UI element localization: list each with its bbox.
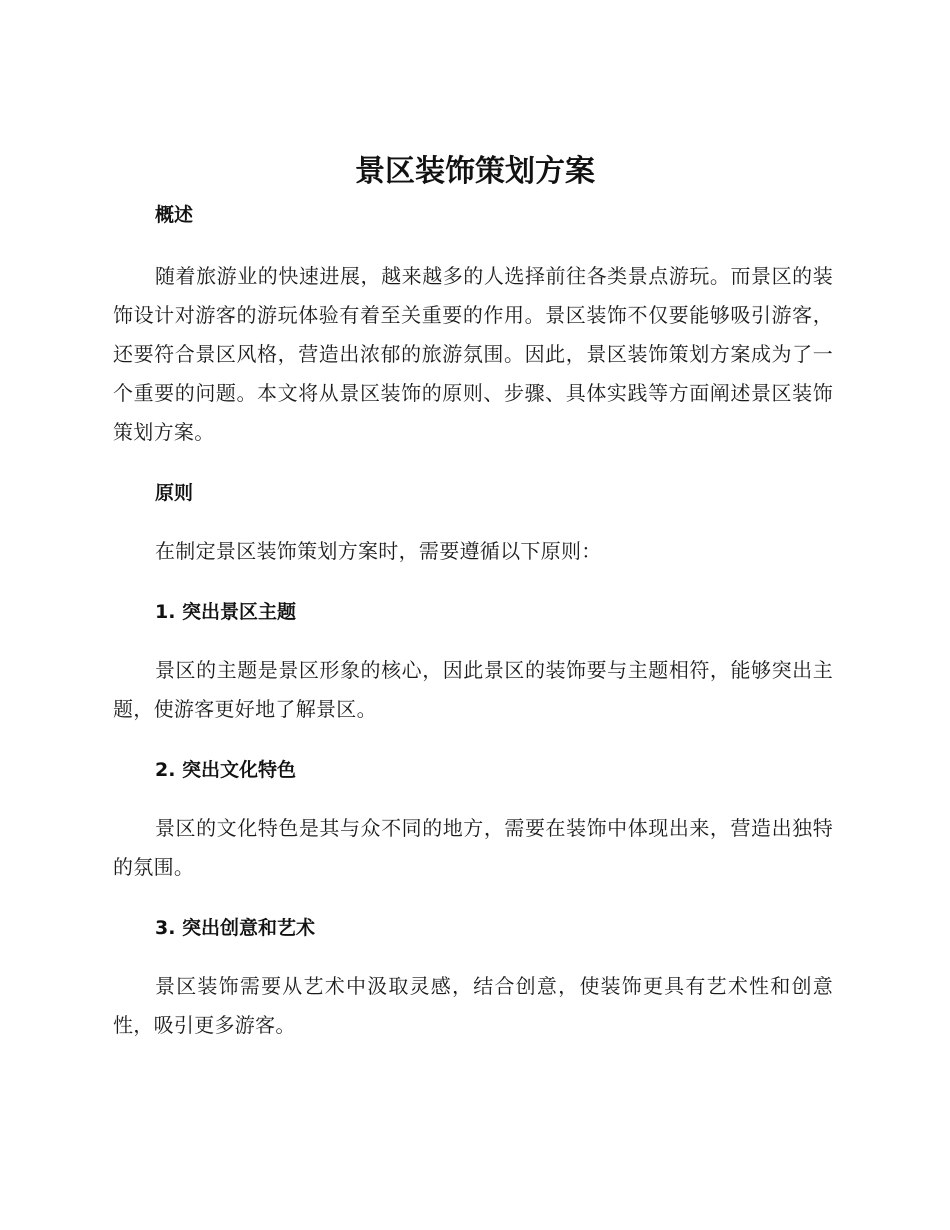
paragraph-principle-3: 景区装饰需要从艺术中汲取灵感，结合创意，使装饰更具有艺术性和创意性，吸引更多游客。: [113, 974, 833, 1037]
document-title: 景区装饰策划方案: [355, 154, 595, 189]
document-body: [113, 200, 833, 1045]
subheading-principle-3: 3. 突出创意和艺术: [155, 917, 316, 939]
subheading-principle-2: 2. 突出文化特色: [155, 759, 297, 781]
subheading-principle-1: 1. 突出景区主题: [155, 601, 297, 623]
section-heading-principles: 原则: [155, 482, 194, 504]
paragraph-principle-1: 景区的主题是景区形象的核心，因此景区的装饰要与主题相符，能够突出主题，使游客更好地了解景区。: [113, 658, 833, 721]
paragraph-overview: 随着旅游业的快速进展，越来越多的人选择前往各类景点游玩。而景区的装饰设计对游客的游玩体验有着至关重要的作用。景区装饰不仅要能够吸引游客，还要符合景区风格，营造出浓郁的旅游氛围。因此，景区装饰策划方案成为了一个重要的问题。本文将从景区装饰的原则、步骤、具体实践等方面阐述景区装饰策划方案。: [113, 264, 833, 444]
paragraph-principle-2: 景区的文化特色是其与众不同的地方，需要在装饰中体现出来，营造出独特的氛围。: [113, 816, 833, 879]
paragraph-principles-intro: 在制定景区装饰策划方案时，需要遵循以下原则：: [155, 539, 602, 563]
section-heading-overview: 概述: [155, 204, 194, 226]
